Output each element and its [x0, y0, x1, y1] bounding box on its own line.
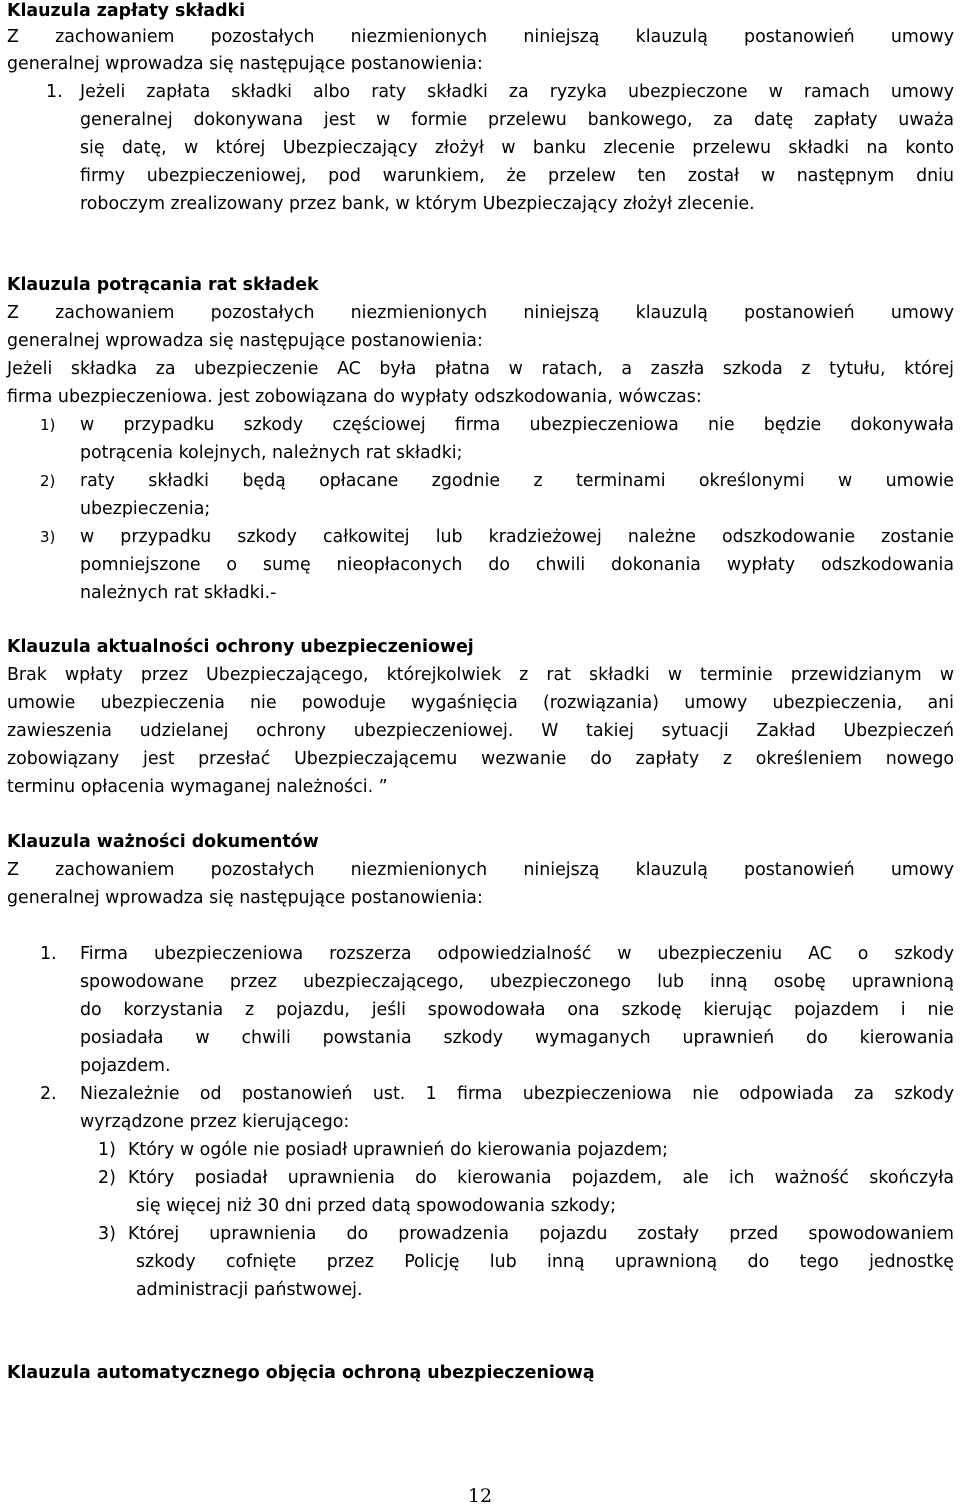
section-heading-automatic-coverage: Klauzula automatycznego objęcia ochroną ubezpieczeniową: [7, 1363, 595, 1383]
list-item-line: Firma ubezpieczeniowa rozszerza odpowiedzialność w ubezpieczeniu AC o szkody: [80, 944, 954, 964]
paragraph-line: generalnej wprowadza się następujące postanowienia:: [7, 54, 483, 74]
list-number: 2.: [40, 1084, 57, 1104]
paragraph-line: umowie ubezpieczenia nie powoduje wygaśnięcia (rozwiązania) umowy ubezpieczenia, ani: [7, 693, 954, 713]
page-number: 12: [467, 1485, 493, 1507]
list-item-line: spowodowane przez ubezpieczającego, ubezpieczonego lub inną osobę uprawnioną: [80, 972, 954, 992]
list-item-line: ubezpieczenia;: [80, 499, 211, 519]
list-item-line: w przypadku szkody całkowitej lub kradzieżowej należne odszkodowanie zostanie: [80, 527, 954, 547]
list-item-line: w przypadku szkody częściowej firma ubezpieczeniowa nie będzie dokonywała: [80, 415, 954, 435]
paragraph-line: Z zachowaniem pozostałych niezmienionych niniejszą klauzulą postanowień umowy: [7, 860, 954, 880]
list-item-line: Jeżeli zapłata składki albo raty składki za ryzyka ubezpieczone w ramach umowy: [80, 82, 954, 102]
list-item-line: pojazdem.: [80, 1056, 171, 1076]
sublist-item-line: Której uprawnienia do prowadzenia pojazdu zostały przed spowodowaniem: [128, 1224, 954, 1244]
paragraph-line: zawieszenia udzielanej ochrony ubezpieczeniowej. W takiej sytuacji Zakład Ubezpieczeń: [7, 721, 954, 741]
list-item-line: potrącenia kolejnych, należnych rat składki;: [80, 443, 463, 463]
list-item-line: Niezależnie od postanowień ust. 1 firma ubezpieczeniowa nie odpowiada za szkody: [80, 1084, 954, 1104]
list-item-line: wyrządzone przez kierującego:: [80, 1112, 350, 1132]
section-heading-payment: Klauzula zapłaty składki: [7, 1, 246, 21]
section-heading-coverage-continuity: Klauzula aktualności ochrony ubezpieczeniowej: [7, 637, 474, 657]
list-number: 1): [40, 416, 56, 434]
sublist-item-line: administracji państwowej.: [136, 1280, 363, 1300]
section-heading-document-validity: Klauzula ważności dokumentów: [7, 832, 319, 852]
section-heading-deduction: Klauzula potrącania rat składek: [7, 275, 319, 295]
sublist-number: 3): [98, 1224, 116, 1244]
list-item-line: się datę, w której Ubezpieczający złożył w banku zlecenie przelewu składki na konto: [80, 138, 954, 158]
paragraph-line: generalnej wprowadza się następujące postanowienia:: [7, 888, 483, 908]
list-number: 2): [40, 472, 56, 490]
paragraph-line: firma ubezpieczeniowa. jest zobowiązana do wypłaty odszkodowania, wówczas:: [7, 387, 702, 407]
sublist-number: 1): [98, 1140, 116, 1160]
paragraph-line: Jeżeli składka za ubezpieczenie AC była płatna w ratach, a zaszła szkoda z tytułu, której: [7, 359, 954, 379]
paragraph-line: generalnej wprowadza się następujące postanowienia:: [7, 331, 483, 351]
list-item-line: firmy ubezpieczeniowej, pod warunkiem, że przelew ten został w następnym dniu: [80, 166, 954, 186]
sublist-item-line: Który w ogóle nie posiadł uprawnień do kierowania pojazdem;: [128, 1140, 668, 1160]
paragraph-line: zobowiązany jest przesłać Ubezpieczającemu wezwanie do zapłaty z określeniem nowego: [7, 749, 954, 769]
list-number: 1.: [40, 944, 57, 964]
list-item-line: należnych rat składki.-: [80, 583, 277, 603]
paragraph-line: Brak wpłaty przez Ubezpieczającego, którejkolwiek z rat składki w terminie przewidzianym w: [7, 665, 954, 685]
paragraph-line: Z zachowaniem pozostałych niezmienionych niniejszą klauzulą postanowień umowy: [7, 27, 954, 47]
sublist-item-line: się więcej niż 30 dni przed datą spowodowania szkody;: [136, 1196, 617, 1216]
list-number: 1.: [46, 82, 63, 102]
sublist-number: 2): [98, 1168, 116, 1188]
list-item-line: generalnej dokonywana jest w formie przelewu bankowego, za datę zapłaty uważa: [80, 110, 954, 130]
list-item-line: pomniejszone o sumę nieopłaconych do chwili dokonania wypłaty odszkodowania: [80, 555, 954, 575]
sublist-item-line: Który posiadał uprawnienia do kierowania pojazdem, ale ich ważność skończyła: [128, 1168, 954, 1188]
list-item-line: roboczym zrealizowany przez bank, w którym Ubezpieczający złożył zlecenie.: [80, 194, 755, 214]
list-item-line: posiadała w chwili powstania szkody wymaganych uprawnień do kierowania: [80, 1028, 954, 1048]
sublist-item-line: szkody cofnięte przez Policję lub inną uprawnioną do tego jednostkę: [136, 1252, 954, 1272]
paragraph-line: Z zachowaniem pozostałych niezmienionych niniejszą klauzulą postanowień umowy: [7, 303, 954, 323]
list-number: 3): [40, 528, 56, 546]
paragraph-line: terminu opłacenia wymaganej należności. ”: [7, 777, 388, 797]
list-item-line: do korzystania z pojazdu, jeśli spowodowała ona szkodę kierując pojazdem i nie: [80, 1000, 954, 1020]
list-item-line: raty składki będą opłacane zgodnie z terminami określonymi w umowie: [80, 471, 954, 491]
